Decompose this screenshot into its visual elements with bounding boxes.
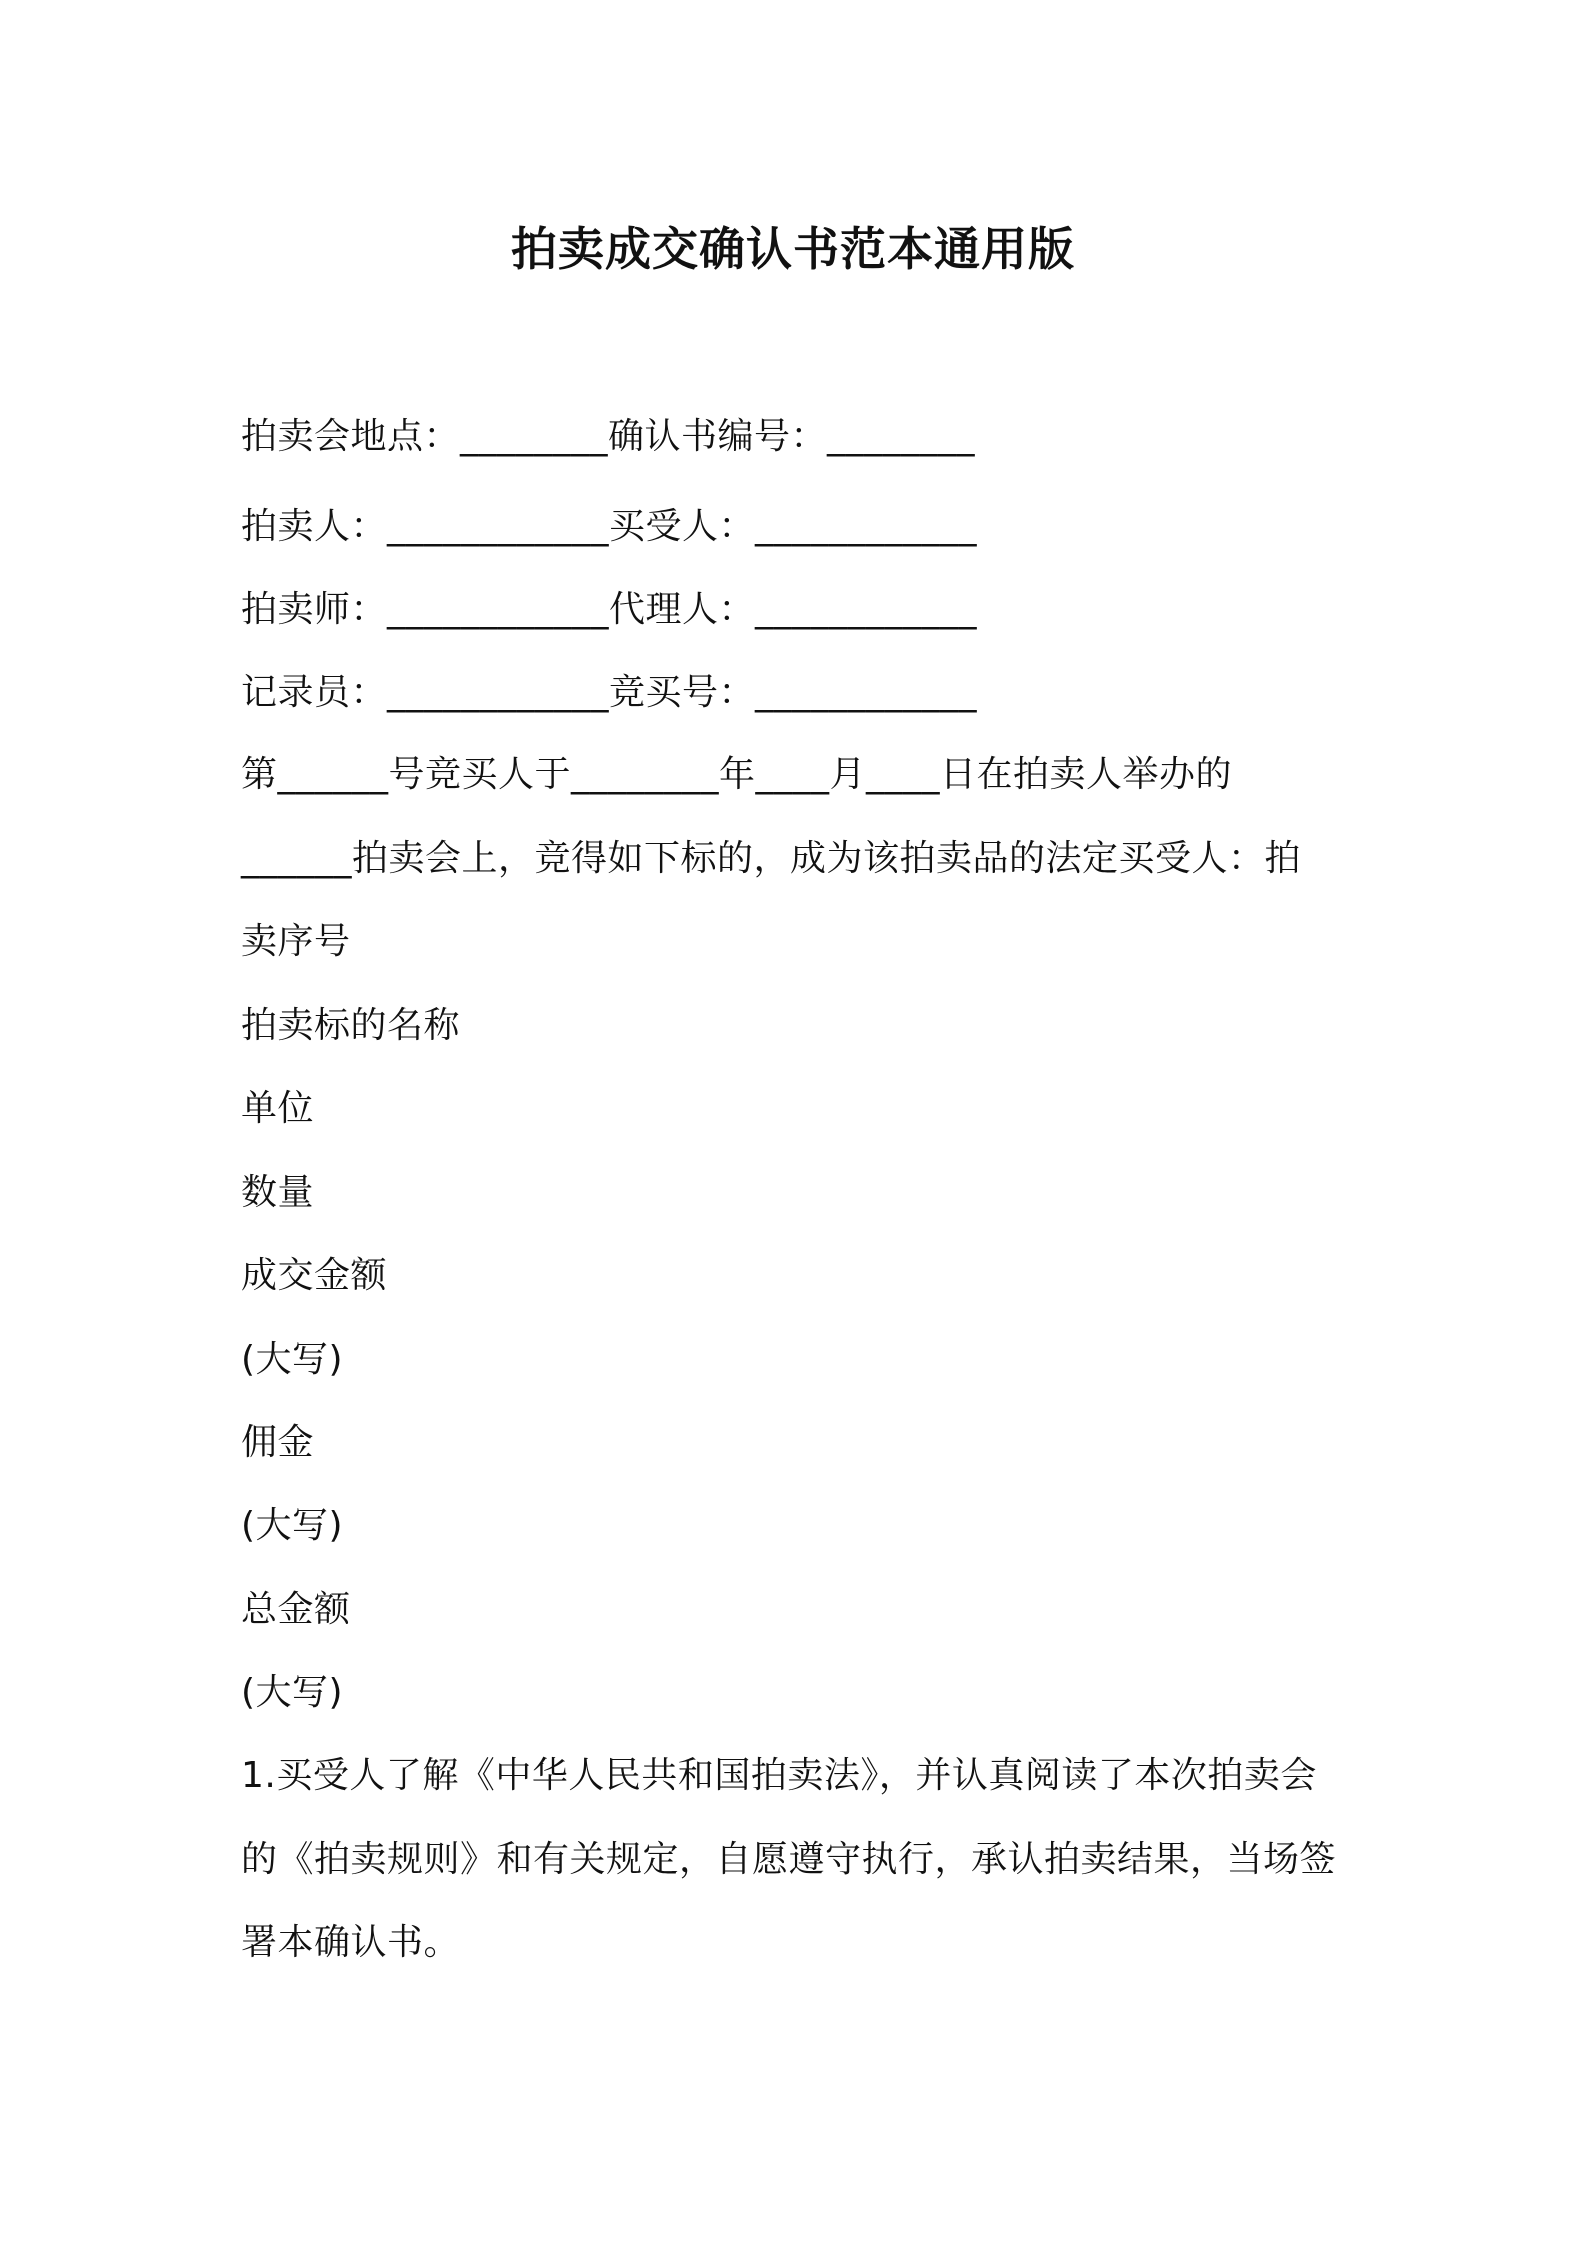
clause-1-line-1: 1.买受人了解《中华人民共和国拍卖法》，并认真阅读了本次拍卖会 (241, 1755, 1317, 1796)
field-deal-amount: 成交金额 (241, 1255, 388, 1296)
clause-1-line-3: 署本确认书。 (241, 1922, 461, 1963)
clause-1-line-2: 的《拍卖规则》和有关规定，自愿遵守执行，承认拍卖结果，当场签 (241, 1839, 1337, 1880)
header-line-venue-number: 拍卖会地点：________确认书编号：________ (241, 416, 976, 457)
field-total-amount-capital: (大写) (241, 1672, 344, 1713)
field-unit: 单位 (241, 1088, 315, 1129)
header-line-recorder-bid-number: 记录员：____________竞买号：____________ (241, 672, 978, 713)
intro-line-2: ______拍卖会上，竞得如下标的，成为该拍卖品的法定买受人：拍 (241, 838, 1302, 879)
intro-line-3: 卖序号 (241, 921, 351, 962)
field-commission: 佣金 (241, 1422, 315, 1463)
header-line-auction-master-agent: 拍卖师：____________代理人：____________ (241, 589, 978, 630)
document-title: 拍卖成交确认书范本通用版 (511, 222, 1075, 276)
intro-line-1: 第______号竞买人于________年____月____日在拍卖人举办的 (241, 754, 1233, 795)
field-quantity: 数量 (241, 1172, 315, 1213)
field-total-amount: 总金额 (241, 1589, 351, 1630)
field-commission-capital: (大写) (241, 1505, 344, 1546)
field-deal-amount-capital: (大写) (241, 1339, 344, 1380)
field-lot-name: 拍卖标的名称 (241, 1005, 461, 1046)
header-line-auctioneer-buyer: 拍卖人：____________买受人：____________ (241, 506, 978, 547)
